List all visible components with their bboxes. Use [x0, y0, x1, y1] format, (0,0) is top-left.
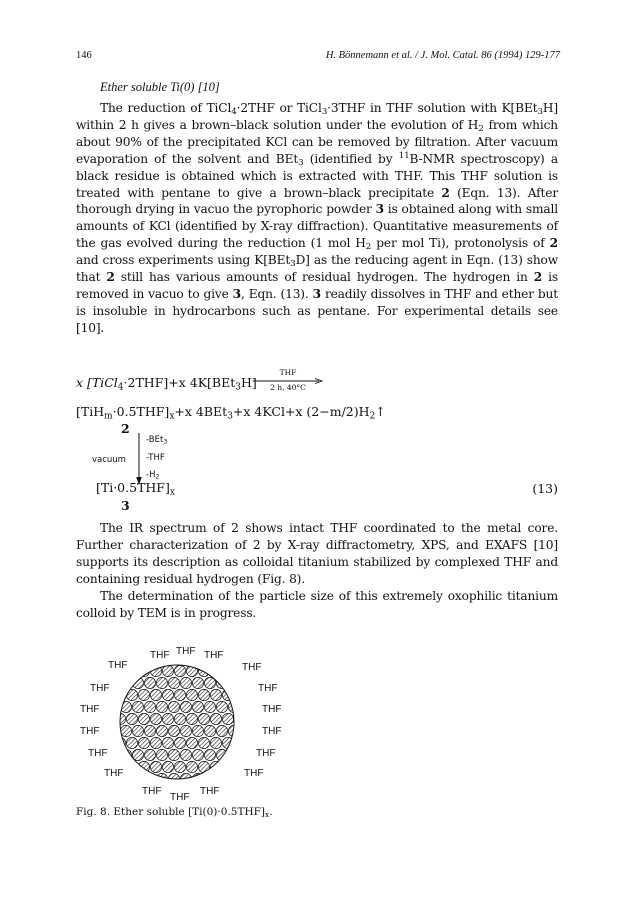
- thf-ligand-label: THF: [262, 726, 282, 737]
- thf-ligand-label: THF: [88, 748, 108, 759]
- particle: [180, 749, 191, 760]
- particle: [156, 677, 167, 688]
- paragraph-1: [76, 100, 558, 337]
- particle: [198, 761, 209, 772]
- paragraph-3-text: The determination of the particle size of this extremely oxophilic titanium colloid by TEM is in progress.: [76, 589, 558, 620]
- vacuum-label: vacuum: [92, 455, 126, 465]
- thf-ligand-label: THF: [170, 792, 190, 803]
- particle: [204, 725, 215, 736]
- paragraph-2-text: The IR spectrum of 2 shows intact THF coordinated to the metal core. Further characterization of 2 by X-ray diffractometry, XPS, and EXAFS [10] supports its description as colloidal titanium stabilized by complexed THF and containing residual hydrogen (Fig. 8).: [76, 521, 558, 586]
- removed-beta: -BEt$_3$: [146, 435, 168, 446]
- particle: [186, 737, 197, 748]
- removed-thf: -THF: [146, 453, 165, 463]
- particle: [228, 701, 239, 712]
- particle: [174, 713, 185, 724]
- particle: [198, 737, 209, 748]
- figure-8: [76, 636, 306, 806]
- particle: [138, 737, 149, 748]
- colloid-diagram: [76, 636, 306, 806]
- particle: [138, 689, 149, 700]
- paragraph-1-text: The reduction of TiCl$_4$·2THF or TiCl$_3$·3THF in THF solution with K[BEt$_3$H] within 2 h gives a brown–black solution under the evolution of $H_2$ from which about 90% of the precipitated KCl can be removed by filtration. After vacuum evaporation of the solvent and BEt$_3$ (identified by $^{11}$B-NMR spectroscopy) a black residue is obtained which is extracted with THF. This THF solution is treated with pentane to give a brown–black precipitate 2 (Eqn. 13). After thorough drying in vacuo the pyrophoric powder 3 is obtained along with small amounts of KCl (identified by X-ray diffraction). Quantitative measurements of the gas evolved during the reduction (1 mol $H_2$ per mol Ti), protonolysis of 2 and cross experiments using K[BEt$_3$D] as the reducing agent in Eqn. (13) show that 2 still has various amounts of residual hydrogen. The hydrogen in 2 is removed in vacuo to give 3, Eqn. (13). 3 readily dissolves in THF and ether but is insoluble in hydrocarbons such as pentane. For experimental details see [10].: [76, 101, 559, 335]
- section-title: Ether soluble Ti(0) [10]: [100, 80, 220, 94]
- particle: [180, 701, 191, 712]
- particle: [174, 761, 185, 772]
- particle: [144, 749, 155, 760]
- particle: [192, 725, 203, 736]
- particle: [132, 701, 143, 712]
- particle: [198, 665, 209, 676]
- thf-ligand-label: THF: [142, 786, 162, 797]
- particle: [216, 725, 227, 736]
- thf-ligand-label: THF: [150, 650, 170, 661]
- particle: [144, 725, 155, 736]
- thf-ligand-label: THF: [90, 683, 110, 694]
- page-number: 146: [76, 50, 92, 61]
- particle: [186, 689, 197, 700]
- particle: [204, 701, 215, 712]
- particle: [120, 725, 131, 736]
- particle: [126, 713, 137, 724]
- particle: [210, 737, 221, 748]
- particle: [174, 665, 185, 676]
- particle: [126, 737, 137, 748]
- particle: [156, 725, 167, 736]
- thf-ligand-label: THF: [80, 704, 100, 715]
- particle: [198, 713, 209, 724]
- thf-ligand-label: THF: [200, 786, 220, 797]
- particle: [150, 689, 161, 700]
- particle: [156, 773, 167, 784]
- particle: [156, 701, 167, 712]
- equation-number: (13): [532, 481, 558, 496]
- particle: [192, 701, 203, 712]
- particle: [168, 701, 179, 712]
- paragraph-3: [76, 588, 558, 622]
- particle: [126, 689, 137, 700]
- particle: [180, 677, 191, 688]
- particle: [132, 725, 143, 736]
- thf-ligand-label: THF: [262, 704, 282, 715]
- particle: [168, 725, 179, 736]
- thf-ligand-label: THF: [244, 768, 264, 779]
- down-arrow-icon: [136, 433, 144, 485]
- particle: [174, 689, 185, 700]
- thf-ligand-label: THF: [242, 662, 262, 673]
- particle: [192, 749, 203, 760]
- particle: [198, 689, 209, 700]
- thf-ligand-label: THF: [176, 646, 196, 657]
- particle: [168, 749, 179, 760]
- equation-final: $[Ti\cdot 0.5THF]_x$: [96, 480, 175, 498]
- removed-h2: $-H_2$: [146, 470, 160, 481]
- particle: [204, 749, 215, 760]
- particle: [156, 749, 167, 760]
- equation-line-1: x [TiCl$_4$·2THF]+x 4K[BEt$_3$H]: [76, 375, 257, 393]
- particle: [144, 677, 155, 688]
- particle: [132, 677, 143, 688]
- particle: [222, 689, 233, 700]
- particle: [138, 713, 149, 724]
- particle: [162, 761, 173, 772]
- thf-ligand-label: THF: [80, 726, 100, 737]
- particle: [144, 701, 155, 712]
- particle: [162, 737, 173, 748]
- particle: [150, 761, 161, 772]
- compound-2-label: 2: [121, 421, 130, 436]
- thf-ligand-label: THF: [104, 768, 124, 779]
- particle: [192, 677, 203, 688]
- reaction-arrow: [253, 368, 323, 392]
- particle: [162, 713, 173, 724]
- particle: [222, 713, 233, 724]
- particle: [180, 725, 191, 736]
- right-arrow-icon: [253, 377, 323, 383]
- figure-caption: Fig. 8. Ether soluble $[Ti(0)\cdot 0.5THF]_x$.: [76, 806, 273, 819]
- particle: [162, 665, 173, 676]
- particle: [174, 737, 185, 748]
- thf-ligand-label: THF: [258, 683, 278, 694]
- arrow-under-label: 2 h, 40°C: [270, 383, 306, 392]
- running-head: H. Bönnemann et al. / J. Mol. Catal. 86 (1994) 129-177: [325, 50, 560, 61]
- particle: [216, 701, 227, 712]
- paragraph-2: [76, 520, 558, 588]
- titanium-particles: [114, 665, 239, 784]
- particle: [210, 689, 221, 700]
- particle: [186, 713, 197, 724]
- thf-ligand-label: THF: [108, 660, 128, 671]
- thf-ligand-label: THF: [256, 748, 276, 759]
- particle: [150, 737, 161, 748]
- particle: [150, 713, 161, 724]
- compound-3-label: 3: [121, 498, 130, 513]
- equation-line-2: $[TiH_m\cdot 0.5THF]_x+x$ 4BEt$_3$+x 4KCl+x $(2-m/2)H_2↑$: [76, 404, 386, 422]
- particle: [168, 677, 179, 688]
- running-header: [76, 50, 560, 66]
- particle: [162, 689, 173, 700]
- particle: [186, 761, 197, 772]
- particle: [210, 713, 221, 724]
- arrow-over-label: THF: [279, 368, 297, 377]
- thf-ligand-label: THF: [204, 650, 224, 661]
